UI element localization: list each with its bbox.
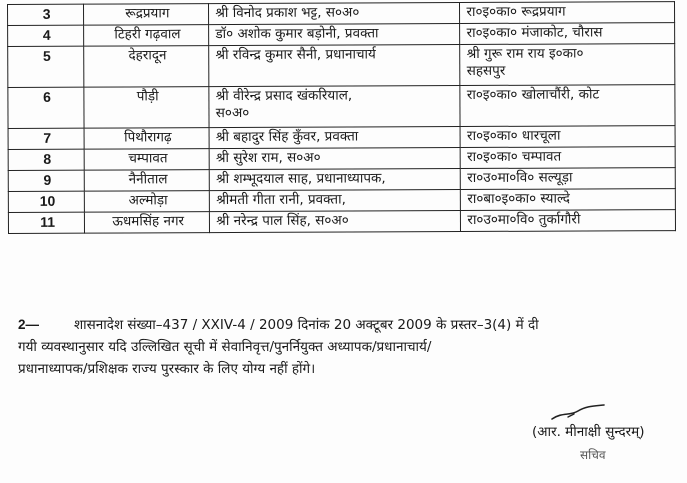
district-text: ऊधमसिंह नगर	[112, 213, 185, 230]
school-line: रा०उ०मा०वि० तुर्कागौरी	[467, 211, 581, 228]
serial-number-cell	[8, 191, 84, 212]
district-cell	[84, 170, 209, 192]
school-cell	[460, 85, 675, 127]
teacher-name-cell	[209, 24, 460, 46]
serial-number-text: 11	[40, 213, 56, 230]
school-line: रा०बा०इ०का० स्याल्दे	[467, 190, 570, 207]
teacher-name-text: श्री रविन्द्र कुमार सैनी, प्रधानाचार्य	[215, 46, 376, 64]
serial-number-cell	[8, 128, 84, 149]
teacher-name-text: श्री शम्भूदयाल साह, प्रधानाध्यापक,	[216, 170, 386, 188]
school-cell	[461, 189, 676, 211]
signature-mark	[548, 402, 608, 424]
district-text: नैनीताल	[128, 171, 168, 188]
district-text: टिहरी गढ़वाल	[114, 26, 181, 43]
serial-number-cell	[8, 25, 84, 46]
serial-number-cell	[8, 87, 84, 128]
serial-number-text: 10	[39, 192, 56, 209]
paragraph-2	[18, 314, 676, 380]
teacher-name-cell	[209, 3, 460, 25]
paragraph-line-1	[18, 314, 676, 336]
school-cell	[460, 44, 675, 86]
signatory-designation: सचिव	[580, 448, 606, 462]
district-text: देहरादून	[128, 47, 167, 64]
serial-number-text: 5	[42, 47, 51, 64]
school-line: रा०इ०का० रूद्रप्रयाग	[466, 3, 566, 20]
teacher-name-cell	[209, 86, 460, 128]
teacher-name-text: श्री नरेन्द्र पाल सिंह, स०अ०	[216, 212, 349, 230]
district-text: चम्पावत	[128, 150, 168, 167]
teacher-name-cell	[209, 127, 460, 149]
table-row	[8, 189, 675, 213]
school-cell	[461, 147, 676, 169]
award-recipients-table	[7, 1, 676, 234]
signatory-name: (आर. मीनाक्षी सुन्दरम्)	[532, 424, 645, 440]
teacher-name-text: श्री सुरेश राम, स०अ०	[215, 149, 321, 167]
district-cell	[84, 4, 209, 26]
school-line: रा०उ०मा०वि० सल्यूड़ा	[467, 169, 573, 186]
school-line: रा०इ०का० धारचूला	[466, 127, 561, 144]
teacher-name-text: श्री बहादुर सिंह कुँवर, प्रवक्ता	[215, 128, 359, 146]
teacher-name-text-cont: स०अ०	[215, 104, 250, 122]
district-text: रूद्रप्रयाग	[125, 5, 170, 22]
serial-number-text: 7	[43, 129, 52, 146]
school-cell	[461, 210, 676, 232]
table-row	[8, 126, 675, 150]
district-cell	[84, 46, 209, 88]
table-body	[8, 2, 676, 234]
paragraph-text-1: शासनादेश संख्या–437 / XXIV-4 / 2009 दिनांक 20 अक्टूबर 2009 के प्रस्तर–3(4) में दी	[74, 317, 539, 333]
serial-number-text: 4	[42, 26, 51, 43]
district-text: अल्मोड़ा	[128, 192, 168, 209]
teacher-name-cell	[210, 169, 461, 191]
school-cell	[460, 126, 675, 148]
school-line: सहसपुर	[466, 62, 506, 79]
serial-number-text: 9	[43, 171, 52, 188]
serial-number-cell	[8, 4, 84, 25]
teacher-name-cell	[209, 45, 460, 87]
school-cell	[460, 2, 675, 24]
paragraph-number: 2—	[18, 317, 40, 332]
serial-number-cell	[8, 170, 84, 191]
district-cell	[84, 128, 209, 150]
district-cell	[84, 87, 209, 129]
teacher-name-text: डॉ० अशोक कुमार बड़ोनी, प्रवक्ता	[215, 25, 379, 43]
district-cell	[85, 212, 210, 234]
teacher-name-cell	[210, 190, 461, 212]
teacher-name-text: श्रीमती गीता रानी, प्रवक्ता,	[216, 191, 346, 209]
paragraph-line-3: प्रधानाध्यापक/प्रशिक्षक राज्य पुरस्कार के लिए योग्य नहीं होंगे।	[18, 361, 316, 377]
serial-number-text: 6	[43, 88, 51, 105]
teacher-name-text: श्री विनोद प्रकाश भट्ट, स०अ०	[215, 4, 360, 22]
table-row	[8, 23, 675, 47]
school-line: रा०इ०का० खोलाचौंरी, कोट	[466, 86, 600, 103]
serial-number-cell	[8, 212, 84, 233]
table-row	[8, 2, 675, 26]
teacher-name-text: श्री वीरेन्द्र प्रसाद खंकरियाल,	[215, 87, 353, 105]
table-row	[8, 168, 675, 192]
teacher-name-cell	[209, 148, 460, 170]
district-cell	[84, 25, 209, 47]
teacher-name-cell	[210, 211, 461, 233]
school-cell	[460, 23, 675, 45]
serial-number-text: 8	[43, 150, 52, 167]
school-line: रा०इ०का० मंजाकोट, चौरास	[466, 24, 603, 41]
table-row	[8, 210, 675, 234]
paragraph-line-2: गयी व्यवस्थानुसार यदि उल्लिखित सूची में सेवानिवृत्त/पुनर्नियुक्त अध्यापक/प्रधानाचार्य/	[18, 339, 432, 355]
serial-number-cell	[8, 149, 84, 170]
district-text: पिथौरागढ़	[124, 129, 172, 146]
district-cell	[84, 149, 209, 171]
district-cell	[85, 191, 210, 213]
district-text: पौड़ी	[136, 88, 159, 105]
table-row	[8, 44, 675, 88]
serial-number-cell	[8, 46, 84, 87]
table-row	[8, 147, 675, 171]
school-line: रा०इ०का० चम्पावत	[467, 148, 562, 165]
serial-number-text: 3	[42, 5, 51, 22]
school-cell	[461, 168, 676, 190]
school-line: श्री गुरू राम राय इ०का०	[466, 45, 584, 62]
table-row	[8, 85, 675, 129]
